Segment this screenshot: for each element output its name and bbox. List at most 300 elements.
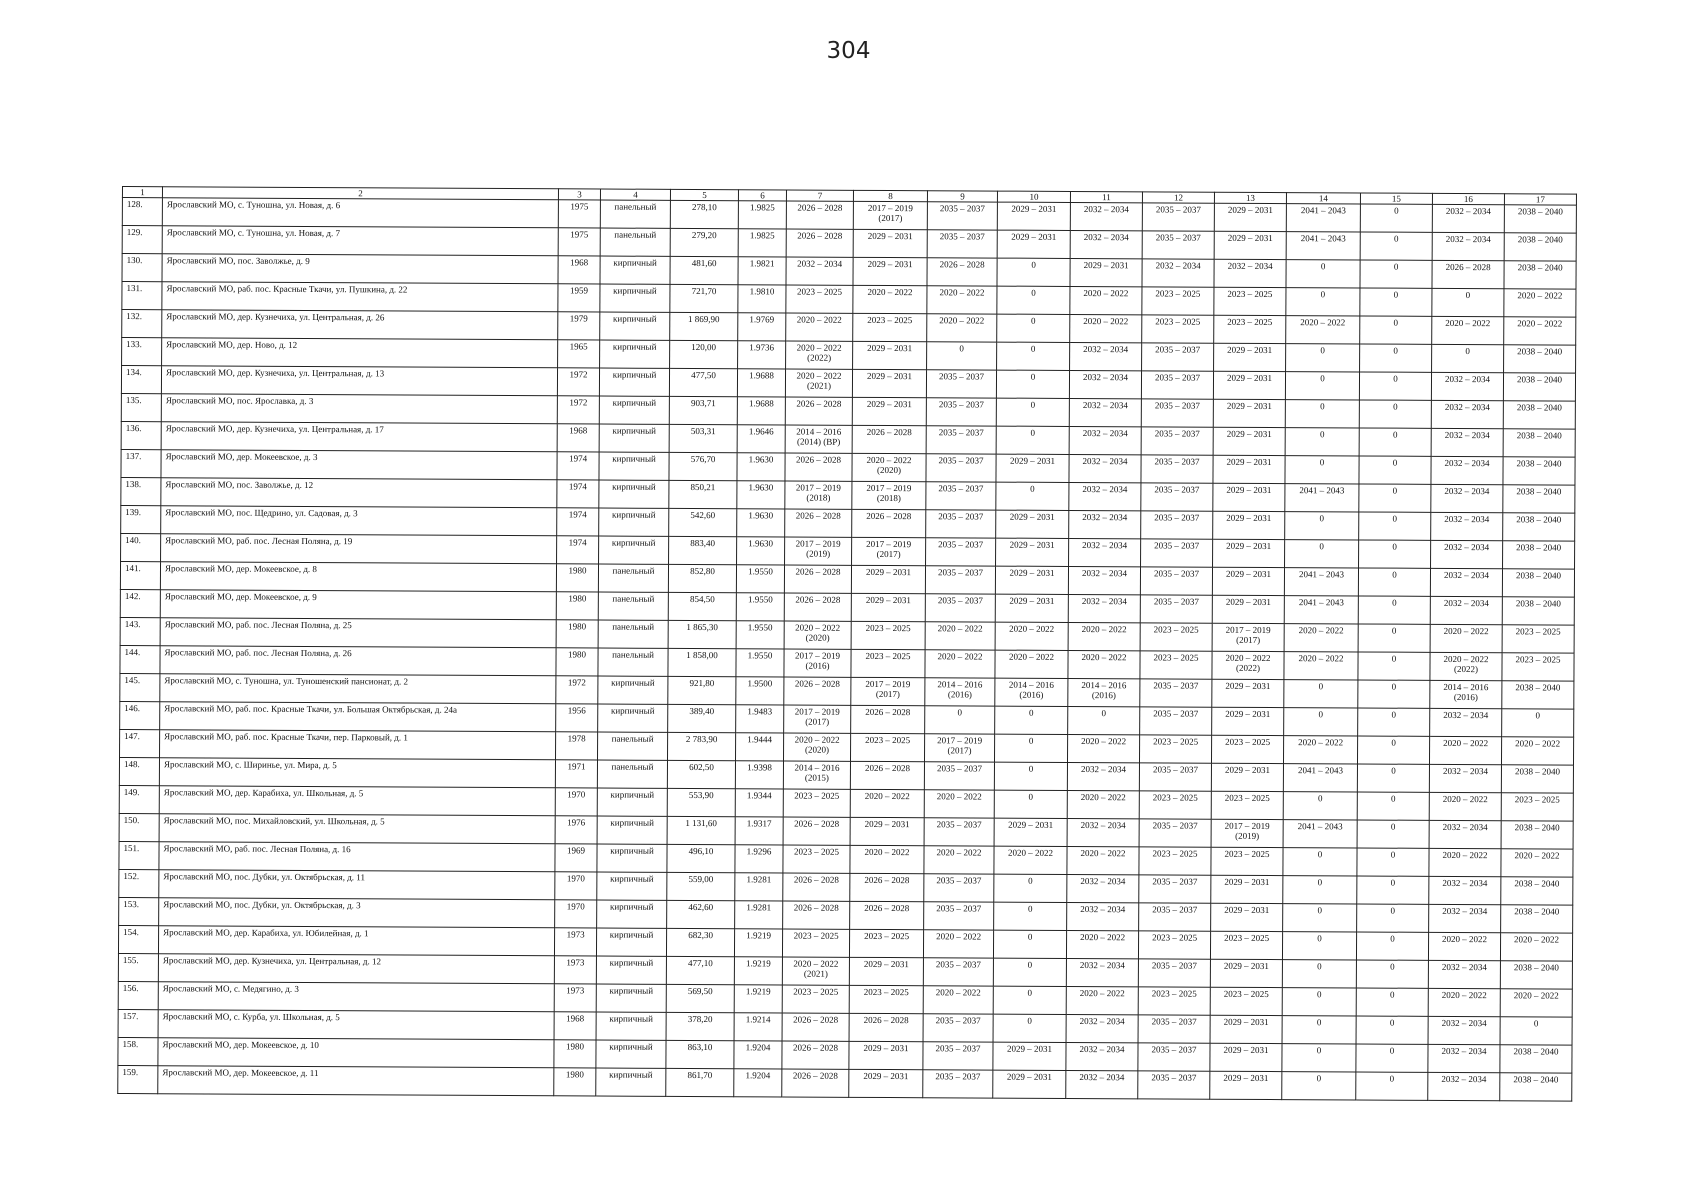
period-col-8-cell: 2020 – 2022 [850,845,924,873]
wall-material-cell: кирпичный [596,1068,666,1096]
period-col-12-cell: 2035 – 2037 [1141,371,1213,399]
period-col-9-cell: 2020 – 2022 [924,846,994,874]
area-cell: 576,70 [669,452,737,480]
row-number-cell: 134. [121,366,161,394]
index-cell: 1.9688 [737,397,785,425]
row-number-cell: 132. [122,310,162,338]
period-col-13-cell: 2029 – 2031 [1211,903,1283,931]
index-cell: 1.9214 [734,1013,782,1041]
period-col-17-cell: 2038 – 2040 [1503,513,1575,541]
period-col-16-cell: 2020 – 2022 [1430,624,1502,652]
year-built-cell: 1980 [554,1068,596,1096]
period-col-9-cell: 2035 – 2037 [926,370,996,398]
period-col-16-cell: 2020 – 2022 [1432,316,1504,344]
period-col-9-cell: 2035 – 2037 [927,230,997,258]
period-col-13-cell: 2017 – 2019 (2017) [1212,623,1284,651]
index-cell: 1.9398 [735,761,783,789]
period-col-7-cell: 2026 – 2028 [785,397,852,425]
area-cell: 279,20 [670,228,738,256]
period-col-10-cell: 2029 – 2031 [996,538,1069,566]
index-cell: 1.9483 [736,705,784,733]
period-col-11-cell: 2032 – 2034 [1069,538,1141,566]
period-col-7-cell: 2020 – 2022 (2022) [786,341,853,369]
index-cell: 1.9444 [735,733,783,761]
year-built-cell: 1974 [557,536,599,564]
index-cell: 1.9825 [738,229,786,257]
period-col-11-cell: 2020 – 2022 [1067,734,1139,762]
period-col-11-cell: 2032 – 2034 [1069,370,1141,398]
row-number-cell: 158. [118,1037,158,1065]
period-col-15-cell: 0 [1359,456,1431,484]
area-cell: 682,30 [666,928,734,956]
row-number-cell: 129. [122,226,162,254]
period-col-16-cell: 2032 – 2034 [1432,232,1504,260]
period-col-13-cell: 2029 – 2031 [1213,511,1285,539]
wall-material-cell: кирпичный [596,956,666,984]
period-col-17-cell: 2038 – 2040 [1504,205,1576,233]
period-col-7-cell: 2017 – 2019 (2019) [785,537,852,565]
period-col-13-cell: 2029 – 2031 [1213,399,1285,427]
period-col-10-cell: 2029 – 2031 [993,1042,1066,1070]
period-col-15-cell: 0 [1360,316,1432,344]
index-cell: 1.9825 [738,201,786,229]
period-col-14-cell: 0 [1282,1072,1356,1100]
address-cell: Ярославский МО, с. Туношна, ул. Новая, д. 7 [162,226,558,256]
index-cell: 1.9500 [736,677,784,705]
year-built-cell: 1980 [556,648,598,676]
address-cell: Ярославский МО, пос. Дубки, ул. Октябрьская, д. 11 [159,870,555,900]
period-col-17-cell: 2038 – 2040 [1500,1073,1572,1101]
period-col-9-cell: 2035 – 2037 [926,510,996,538]
period-col-9-cell: 2017 – 2019 (2017) [924,734,994,762]
period-col-14-cell: 0 [1285,456,1359,484]
index-cell: 1.9646 [737,425,785,453]
address-cell: Ярославский МО, дер. Мокеевское, д. 9 [160,590,556,620]
wall-material-cell: панельный [598,564,668,592]
period-col-10-cell: 0 [994,762,1067,790]
period-col-12-cell: 2035 – 2037 [1141,539,1213,567]
period-col-7-cell: 2026 – 2028 [786,201,853,229]
period-col-7-cell: 2017 – 2019 (2018) [785,481,852,509]
period-col-16-cell: 2032 – 2034 [1429,764,1501,792]
period-col-15-cell: 0 [1359,512,1431,540]
period-col-11-cell: 2020 – 2022 [1067,846,1139,874]
period-col-14-cell: 0 [1285,428,1359,456]
period-col-13-cell: 2023 – 2025 [1210,931,1282,959]
period-col-15-cell: 0 [1357,876,1429,904]
period-col-10-cell: 2029 – 2031 [995,594,1068,622]
period-col-16-cell: 2032 – 2034 [1431,456,1503,484]
period-col-17-cell: 2038 – 2040 [1501,877,1573,905]
index-cell: 1.9550 [736,565,784,593]
period-col-11-cell: 2032 – 2034 [1067,874,1139,902]
period-col-8-cell: 2023 – 2025 [851,621,925,649]
index-cell: 1.9550 [736,621,784,649]
row-number-cell: 131. [122,282,162,310]
year-built-cell: 1969 [555,844,597,872]
period-col-17-cell: 2038 – 2040 [1503,373,1575,401]
area-cell: 389,40 [668,704,736,732]
period-col-7-cell: 2020 – 2022 (2020) [783,733,850,761]
index-cell: 1.9219 [734,929,782,957]
period-col-17-cell: 0 [1502,709,1574,737]
period-col-8-cell: 2017 – 2019 (2017) [851,677,925,705]
period-col-11-cell: 2032 – 2034 [1066,1070,1138,1098]
address-cell: Ярославский МО, пос. Михайловский, ул. Школьная, д. 5 [159,814,555,844]
column-header-17: 17 [1504,194,1576,205]
wall-material-cell: панельный [600,200,670,228]
period-col-15-cell: 0 [1360,232,1432,260]
period-col-14-cell: 0 [1283,848,1357,876]
index-cell: 1.9769 [738,313,786,341]
wall-material-cell: кирпичный [597,900,667,928]
period-col-12-cell: 2035 – 2037 [1138,1015,1210,1043]
period-col-11-cell: 2032 – 2034 [1067,902,1139,930]
column-header-7: 7 [786,190,853,201]
period-col-12-cell: 2035 – 2037 [1141,483,1213,511]
period-col-7-cell: 2023 – 2025 [786,285,853,313]
period-col-8-cell: 2026 – 2028 [849,1013,923,1041]
period-col-16-cell: 2020 – 2022 [1428,932,1500,960]
period-col-10-cell: 0 [995,706,1068,734]
period-col-11-cell: 2032 – 2034 [1066,1014,1138,1042]
year-built-cell: 1973 [554,984,596,1012]
year-built-cell: 1968 [558,256,600,284]
period-col-8-cell: 2023 – 2025 [853,313,927,341]
period-col-12-cell: 2035 – 2037 [1138,1071,1210,1099]
period-col-14-cell: 2041 – 2043 [1284,568,1358,596]
period-col-14-cell: 2020 – 2022 [1284,624,1358,652]
period-col-11-cell: 0 [1068,706,1140,734]
period-col-12-cell: 2032 – 2034 [1142,259,1214,287]
period-col-16-cell: 2020 – 2022 (2022) [1430,652,1502,680]
year-built-cell: 1968 [557,424,599,452]
year-built-cell: 1970 [555,788,597,816]
period-col-10-cell: 2029 – 2031 [997,230,1070,258]
period-col-10-cell: 0 [993,986,1066,1014]
period-col-14-cell: 2020 – 2022 [1286,316,1360,344]
year-built-cell: 1972 [556,676,598,704]
period-col-14-cell: 0 [1282,1016,1356,1044]
area-cell: 477,50 [669,368,737,396]
period-col-17-cell: 2020 – 2022 [1501,737,1573,765]
period-col-9-cell: 2035 – 2037 [924,818,994,846]
period-col-10-cell: 2029 – 2031 [993,1070,1066,1098]
period-col-10-cell: 0 [993,930,1066,958]
area-cell: 120,00 [670,340,738,368]
period-col-16-cell: 2032 – 2034 [1430,708,1502,736]
row-number-cell: 130. [122,254,162,282]
period-col-15-cell: 0 [1356,1072,1428,1100]
row-number-cell: 141. [120,561,160,589]
period-col-8-cell: 2017 – 2019 (2018) [852,481,926,509]
address-cell: Ярославский МО, раб. пос. Лесная Поляна, д. 25 [160,618,556,648]
period-col-14-cell: 2041 – 2043 [1283,764,1357,792]
row-number-cell: 147. [120,729,160,757]
index-cell: 1.9296 [735,845,783,873]
year-built-cell: 1976 [555,816,597,844]
period-col-9-cell: 2035 – 2037 [924,902,994,930]
period-col-10-cell: 0 [996,482,1069,510]
period-col-7-cell: 2014 – 2016 (2015) [783,761,850,789]
period-col-17-cell: 2038 – 2040 [1503,485,1575,513]
period-col-14-cell: 2020 – 2022 [1283,736,1357,764]
address-cell: Ярославский МО, с. Туношна, ул. Новая, д. 6 [162,198,558,228]
period-col-10-cell: 0 [996,426,1069,454]
period-col-9-cell: 2035 – 2037 [926,398,996,426]
address-cell: Ярославский МО, с. Медягино, д. 3 [158,982,554,1012]
period-col-16-cell: 2032 – 2034 [1431,540,1503,568]
year-built-cell: 1980 [556,564,598,592]
period-col-8-cell: 2026 – 2028 [851,705,925,733]
column-header-15: 15 [1360,193,1432,204]
row-number-cell: 154. [118,925,158,953]
period-col-9-cell: 2020 – 2022 [924,790,994,818]
period-col-11-cell: 2020 – 2022 [1068,650,1140,678]
period-col-12-cell: 2035 – 2037 [1142,203,1214,231]
index-cell: 1.9344 [735,789,783,817]
period-col-8-cell: 2029 – 2031 [852,397,926,425]
period-col-10-cell: 0 [994,902,1067,930]
period-col-17-cell: 2020 – 2022 [1501,849,1573,877]
address-cell: Ярославский МО, с. Туношна, ул. Туношенский пансионат, д. 2 [160,674,556,704]
period-col-16-cell: 2032 – 2034 [1432,204,1504,232]
period-col-15-cell: 0 [1358,652,1430,680]
address-cell: Ярославский МО, дер. Мокеевское, д. 3 [161,450,557,480]
column-header-9: 9 [927,191,997,202]
period-col-17-cell: 2020 – 2022 [1504,317,1576,345]
period-col-14-cell: 0 [1285,512,1359,540]
period-col-12-cell: 2023 – 2025 [1140,651,1212,679]
period-col-8-cell: 2029 – 2031 [849,1041,923,1069]
period-col-11-cell: 2032 – 2034 [1070,202,1142,230]
period-col-8-cell: 2026 – 2028 [850,901,924,929]
index-cell: 1.9630 [737,481,785,509]
wall-material-cell: кирпичный [599,368,669,396]
area-cell: 1 858,00 [668,648,736,676]
period-col-12-cell: 2035 – 2037 [1140,707,1212,735]
period-col-12-cell: 2035 – 2037 [1141,427,1213,455]
address-cell: Ярославский МО, раб. пос. Лесная Поляна, д. 26 [160,646,556,676]
period-col-9-cell: 0 [927,342,997,370]
wall-material-cell: кирпичный [596,984,666,1012]
period-col-12-cell: 2035 – 2037 [1141,455,1213,483]
period-col-11-cell: 2020 – 2022 [1066,930,1138,958]
index-cell: 1.9219 [734,957,782,985]
row-number-cell: 138. [121,477,161,505]
period-col-15-cell: 0 [1358,624,1430,652]
period-col-17-cell: 2038 – 2040 [1503,457,1575,485]
period-col-16-cell: 2032 – 2034 [1428,1016,1500,1044]
period-col-9-cell: 2020 – 2022 [925,622,995,650]
period-col-11-cell: 2032 – 2034 [1069,510,1141,538]
period-col-15-cell: 0 [1359,400,1431,428]
area-cell: 850,21 [669,480,737,508]
year-built-cell: 1970 [555,872,597,900]
period-col-7-cell: 2020 – 2022 [786,313,853,341]
period-col-14-cell: 0 [1285,372,1359,400]
period-col-16-cell: 2032 – 2034 [1428,1044,1500,1072]
period-col-8-cell: 2020 – 2022 [853,285,927,313]
period-col-17-cell: 2038 – 2040 [1503,541,1575,569]
wall-material-cell: кирпичный [599,452,669,480]
period-col-7-cell: 2023 – 2025 [783,845,850,873]
period-col-11-cell: 2032 – 2034 [1070,342,1142,370]
index-cell: 1.9630 [737,509,785,537]
period-col-15-cell: 0 [1356,1016,1428,1044]
area-cell: 854,50 [668,592,736,620]
period-col-9-cell: 2035 – 2037 [926,426,996,454]
period-col-9-cell: 2035 – 2037 [927,202,997,230]
period-col-10-cell: 0 [997,258,1070,286]
period-col-17-cell: 2038 – 2040 [1501,765,1573,793]
area-cell: 481,60 [670,256,738,284]
period-col-7-cell: 2026 – 2028 [786,229,853,257]
period-col-9-cell: 2035 – 2037 [923,958,993,986]
period-col-10-cell: 2029 – 2031 [994,818,1067,846]
period-col-15-cell: 0 [1356,988,1428,1016]
period-col-8-cell: 2029 – 2031 [853,341,927,369]
period-col-13-cell: 2029 – 2031 [1210,959,1282,987]
year-built-cell: 1980 [554,1040,596,1068]
period-col-12-cell: 2023 – 2025 [1139,735,1211,763]
period-col-10-cell: 2020 – 2022 [995,650,1068,678]
period-col-10-cell: 0 [993,958,1066,986]
period-col-17-cell: 2038 – 2040 [1504,233,1576,261]
period-col-7-cell: 2026 – 2028 [782,1069,849,1097]
address-cell: Ярославский МО, пос. Щедрино, ул. Садовая, д. 3 [161,506,557,536]
period-col-12-cell: 2035 – 2037 [1139,903,1211,931]
period-col-15-cell: 0 [1359,372,1431,400]
period-col-8-cell: 2029 – 2031 [849,1069,923,1097]
wall-material-cell: кирпичный [600,312,670,340]
wall-material-cell: кирпичный [598,704,668,732]
column-header-6: 6 [738,190,786,201]
period-col-9-cell: 2035 – 2037 [925,594,995,622]
period-col-7-cell: 2023 – 2025 [782,929,849,957]
address-cell: Ярославский МО, дер. Карабиха, ул. Школьная, д. 5 [159,786,555,816]
period-col-8-cell: 2026 – 2028 [850,873,924,901]
period-col-14-cell: 2041 – 2043 [1284,596,1358,624]
period-col-13-cell: 2029 – 2031 [1214,231,1286,259]
housing-register-table [117,186,1577,1102]
address-cell: Ярославский МО, пос. Заволжье, д. 9 [162,254,558,284]
period-col-16-cell: 2032 – 2034 [1429,820,1501,848]
column-header-12: 12 [1142,192,1214,203]
period-col-14-cell: 0 [1283,904,1357,932]
period-col-13-cell: 2029 – 2031 [1210,1015,1282,1043]
period-col-16-cell: 2014 – 2016 (2016) [1430,680,1502,708]
period-col-11-cell: 2032 – 2034 [1067,762,1139,790]
period-col-12-cell: 2035 – 2037 [1139,819,1211,847]
period-col-10-cell: 0 [994,790,1067,818]
wall-material-cell: кирпичный [600,256,670,284]
period-col-10-cell: 0 [997,286,1070,314]
period-col-7-cell: 2020 – 2022 (2021) [785,369,852,397]
period-col-13-cell: 2029 – 2031 [1212,567,1284,595]
period-col-15-cell: 0 [1357,820,1429,848]
period-col-15-cell: 0 [1358,596,1430,624]
period-col-7-cell: 2026 – 2028 [783,873,850,901]
period-col-9-cell: 2035 – 2037 [926,482,996,510]
wall-material-cell: панельный [598,620,668,648]
wall-material-cell: кирпичный [597,844,667,872]
period-col-13-cell: 2029 – 2031 [1213,539,1285,567]
row-number-cell: 150. [119,813,159,841]
period-col-8-cell: 2017 – 2019 (2017) [853,201,927,229]
period-col-8-cell: 2026 – 2028 [852,425,926,453]
index-cell: 1.9810 [738,285,786,313]
year-built-cell: 1971 [555,760,597,788]
wall-material-cell: кирпичный [597,788,667,816]
period-col-15-cell: 0 [1359,484,1431,512]
period-col-11-cell: 2032 – 2034 [1066,1042,1138,1070]
period-col-9-cell: 2035 – 2037 [924,762,994,790]
period-col-17-cell: 2023 – 2025 [1502,653,1574,681]
period-col-15-cell: 0 [1358,680,1430,708]
year-built-cell: 1979 [558,312,600,340]
period-col-14-cell: 0 [1286,260,1360,288]
area-cell: 921,80 [668,676,736,704]
period-col-16-cell: 2032 – 2034 [1431,400,1503,428]
period-col-11-cell: 2032 – 2034 [1069,454,1141,482]
address-cell: Ярославский МО, дер. Ново, д. 12 [162,338,558,368]
row-number-cell: 159. [118,1065,158,1093]
period-col-7-cell: 2017 – 2019 (2016) [784,649,851,677]
period-col-17-cell: 2038 – 2040 [1502,681,1574,709]
year-built-cell: 1973 [554,956,596,984]
period-col-15-cell: 0 [1360,204,1432,232]
year-built-cell: 1965 [558,340,600,368]
period-col-8-cell: 2029 – 2031 [850,817,924,845]
period-col-14-cell: 0 [1286,288,1360,316]
address-cell: Ярославский МО, раб. пос. Лесная Поляна, д. 19 [161,534,557,564]
period-col-14-cell: 0 [1282,932,1356,960]
period-col-10-cell: 0 [996,398,1069,426]
period-col-16-cell: 2032 – 2034 [1428,960,1500,988]
wall-material-cell: кирпичный [596,1012,666,1040]
period-col-15-cell: 0 [1359,428,1431,456]
period-col-9-cell: 2035 – 2037 [925,566,995,594]
period-col-17-cell: 2023 – 2025 [1502,625,1574,653]
year-built-cell: 1980 [556,592,598,620]
index-cell: 1.9688 [737,369,785,397]
period-col-16-cell: 2032 – 2034 [1431,428,1503,456]
row-number-cell: 152. [119,869,159,897]
column-header-16: 16 [1432,193,1504,204]
period-col-13-cell: 2023 – 2025 [1214,315,1286,343]
column-header-5: 5 [670,189,738,200]
period-col-10-cell: 2029 – 2031 [996,510,1069,538]
area-cell: 569,50 [666,984,734,1012]
period-col-8-cell: 2020 – 2022 (2020) [852,453,926,481]
period-col-11-cell: 2032 – 2034 [1066,958,1138,986]
address-cell: Ярославский МО, раб. пос. Красные Ткачи, пер. Парковый, д. 1 [160,730,556,760]
wall-material-cell: кирпичный [596,928,666,956]
period-col-16-cell: 2032 – 2034 [1430,568,1502,596]
wall-material-cell: кирпичный [599,424,669,452]
period-col-16-cell: 2020 – 2022 [1428,988,1500,1016]
period-col-7-cell: 2014 – 2016 (2014) (ВР) [785,425,852,453]
period-col-15-cell: 0 [1360,288,1432,316]
period-col-15-cell: 0 [1358,568,1430,596]
area-cell: 462,60 [667,900,735,928]
period-col-8-cell: 2029 – 2031 [851,565,925,593]
period-col-11-cell: 2029 – 2031 [1070,258,1142,286]
period-col-13-cell: 2020 – 2022 (2022) [1212,651,1284,679]
address-cell: Ярославский МО, дер. Кузнечиха, ул. Центральная, д. 17 [161,422,557,452]
row-number-cell: 139. [121,505,161,533]
